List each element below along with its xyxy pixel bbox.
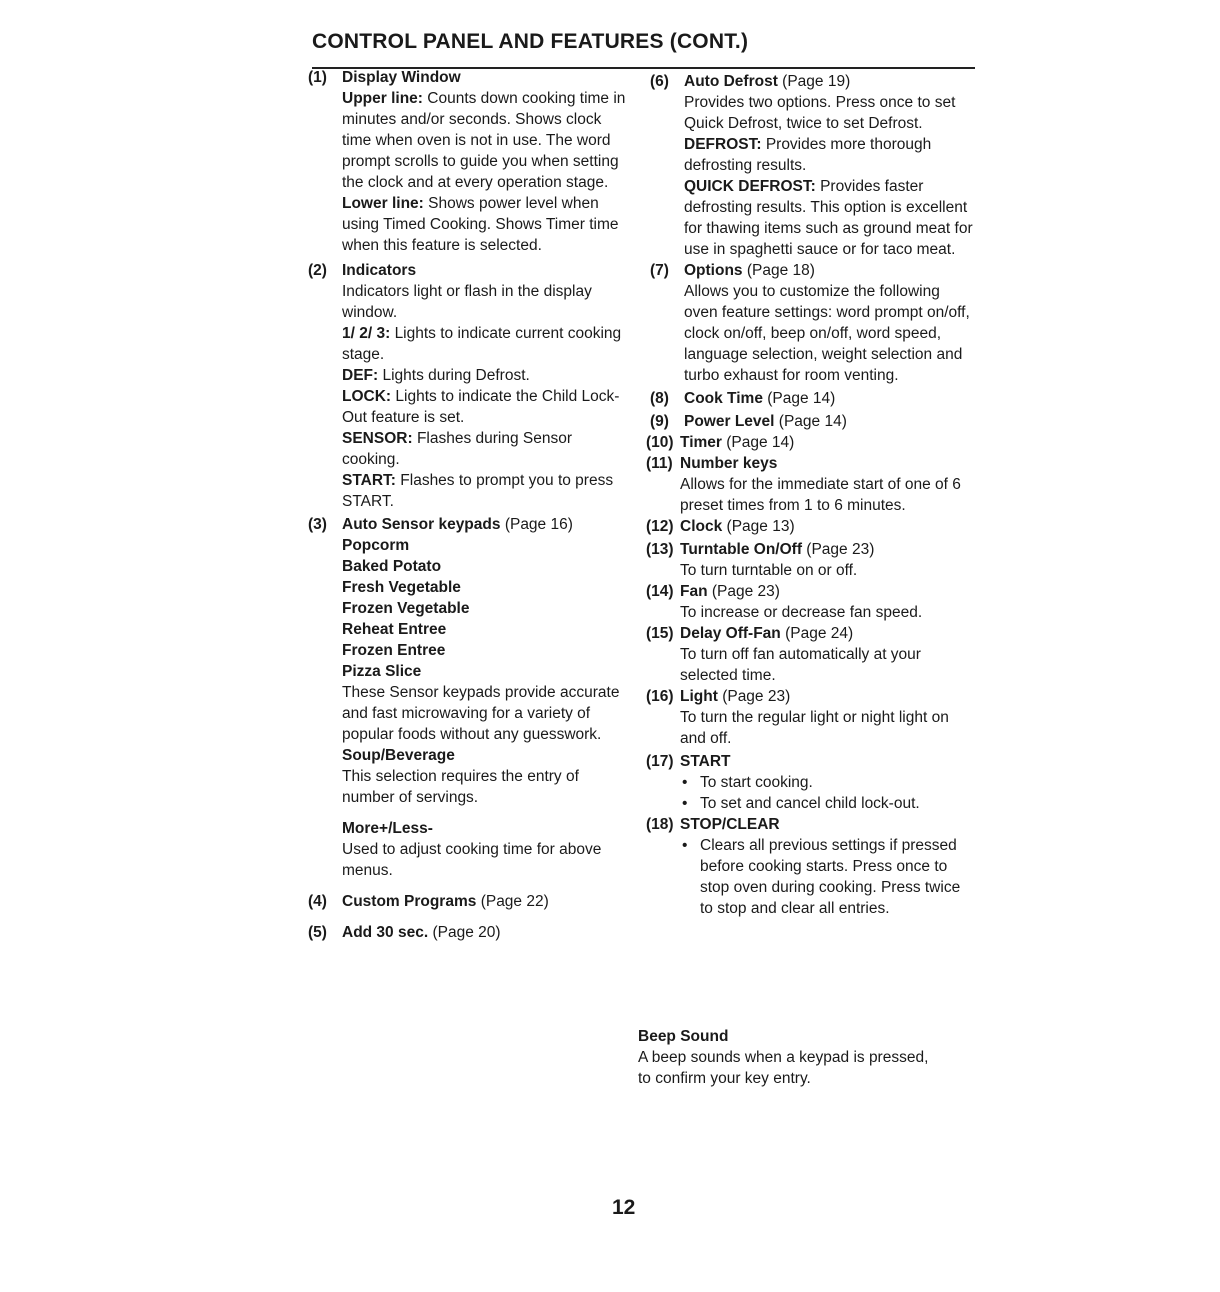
feature-display-window (298, 67, 628, 256)
bullet-text: To set and cancel child lock-out. (700, 795, 920, 812)
item-name: Options (684, 262, 743, 279)
term-lock: LOCK: (342, 388, 392, 405)
item-number: (13) (646, 541, 674, 558)
defrost-text: Provides more thorough defrosting results. (684, 136, 932, 174)
feature-custom-programs (298, 891, 628, 912)
page-ref: (Page 13) (726, 518, 795, 535)
item-name: Clock (680, 518, 723, 535)
item-name: Add 30 sec. (342, 924, 429, 941)
item-name: Timer (680, 434, 722, 451)
feature-clock (640, 516, 975, 537)
term-sensor: SENSOR: (342, 430, 413, 447)
item-name: Light (680, 688, 718, 705)
item-name: Display Window (342, 69, 461, 86)
item-number: (3) (308, 516, 327, 533)
item-number: (2) (308, 262, 327, 279)
item-number: (17) (646, 753, 674, 770)
page-ref: (Page 20) (432, 924, 501, 941)
item-number: (8) (650, 390, 669, 407)
feature-indicators (298, 260, 628, 512)
delay-off-fan-text: To turn off fan automatically at your selected time. (680, 646, 921, 684)
page-number: 12 (612, 1196, 636, 1219)
list-item (680, 772, 975, 793)
page-ref: (Page 23) (806, 541, 875, 558)
feature-auto-defrost (640, 71, 975, 260)
more-less: More+/Less- (342, 820, 433, 837)
item-name: Turntable On/Off (680, 541, 802, 558)
item-name: Auto Sensor keypads (342, 516, 501, 533)
lower-line-text: Shows power level when using Timed Cooking. Shows Timer time when this feature is selected. (342, 195, 619, 254)
page-title: CONTROL PANEL AND FEATURES (CONT.) (312, 30, 749, 53)
item-name: Indicators (342, 262, 417, 279)
quick-defrost-text: Provides faster defrosting results. This option is excellent for thawing items such as ground meat for use in spaghetti sauce or for taco meat. (684, 178, 973, 258)
item-number: (15) (646, 625, 674, 642)
feature-number-keys (640, 453, 975, 516)
item-number: (5) (308, 924, 327, 941)
upper-line-text: Counts down cooking time in minutes and/or seconds. Shows clock time when oven is not in use. The word prompt scrolls to guide you when setting the clock and at every operation stage. (342, 90, 626, 191)
number-keys-text: Allows for the immediate start of one of 6 preset times from 1 to 6 minutes. (680, 476, 961, 514)
left-column (298, 67, 628, 943)
item-number: (1) (308, 69, 327, 86)
item-number: (4) (308, 893, 327, 910)
item-number: (7) (650, 262, 669, 279)
menu-baked-potato: Baked Potato (342, 558, 442, 575)
term-start: START: (342, 472, 396, 489)
menu-popcorn: Popcorm (342, 537, 410, 554)
page-ref: (Page 24) (785, 625, 854, 642)
item-name: START (680, 753, 731, 770)
term-def: DEF: (342, 367, 379, 384)
page-ref: (Page 16) (504, 516, 573, 533)
beep-sound-title: Beep Sound (638, 1028, 729, 1045)
item-name: Delay Off-Fan (680, 625, 781, 642)
term-defrost: DEFROST: (684, 136, 762, 153)
feature-options (640, 260, 975, 386)
item-name: Custom Programs (342, 893, 477, 910)
item-number: (18) (646, 816, 674, 833)
item-number: (9) (650, 413, 669, 430)
soup-text: This selection requires the entry of number of servings. (342, 768, 579, 806)
list-item (680, 793, 975, 814)
item-name: Auto Defrost (684, 73, 778, 90)
bullet-text: To start cooking. (700, 774, 813, 791)
feature-power-level (640, 411, 975, 432)
feature-add-30-sec (298, 922, 628, 943)
bullet-text: Clears all previous settings if pressed before cooking starts. Press once to stop oven during cooking. Press twice to stop and clear all entries. (700, 837, 961, 917)
item-name: Cook Time (684, 390, 763, 407)
menu-frozen-entree: Frozen Entree (342, 642, 446, 659)
beep-sound-text: A beep sounds when a keypad is pressed, to confirm your key entry. (638, 1049, 929, 1087)
list-item (680, 835, 975, 919)
page-ref: (Page 14) (726, 434, 795, 451)
def-text: Lights during Defrost. (382, 367, 530, 384)
term-lower-line: Lower line: (342, 195, 424, 212)
feature-cook-time (640, 388, 975, 409)
feature-fan (640, 581, 975, 623)
feature-start (640, 751, 975, 814)
term-stages: 1/ 2/ 3: (342, 325, 391, 342)
feature-light (640, 686, 975, 749)
menu-frozen-vegetable: Frozen Vegetable (342, 600, 470, 617)
feature-auto-sensor (298, 514, 628, 881)
item-name: Fan (680, 583, 708, 600)
indicators-intro: Indicators light or flash in the display window. (342, 283, 592, 321)
start-bullets (680, 772, 975, 814)
beep-sound-note (638, 1026, 938, 1089)
bullet-icon: • (682, 837, 688, 854)
light-text: To turn the regular light or night light on and off. (680, 709, 949, 747)
feature-delay-off-fan (640, 623, 975, 686)
item-number: (6) (650, 73, 669, 90)
turntable-text: To turn turntable on or off. (680, 562, 858, 579)
page-ref: (Page 23) (711, 583, 780, 600)
bullet-icon: • (682, 795, 688, 812)
feature-stop-clear (640, 814, 975, 919)
term-upper-line: Upper line: (342, 90, 423, 107)
item-number: (11) (646, 455, 673, 472)
stop-clear-bullets (680, 835, 975, 919)
feature-turntable (640, 539, 975, 581)
page-ref: (Page 22) (480, 893, 549, 910)
menu-pizza-slice: Pizza Slice (342, 663, 422, 680)
item-number: (10) (646, 434, 674, 451)
page-ref: (Page 14) (778, 413, 847, 430)
menu-fresh-vegetable: Fresh Vegetable (342, 579, 461, 596)
menu-reheat-entree: Reheat Entree (342, 621, 447, 638)
right-column (640, 71, 975, 919)
item-name: Number keys (680, 455, 778, 472)
item-number: (12) (646, 518, 674, 535)
page-ref: (Page 23) (722, 688, 791, 705)
defrost-intro: Provides two options. Press once to set Quick Defrost, twice to set Defrost. (684, 94, 956, 132)
item-number: (16) (646, 688, 674, 705)
feature-timer (640, 432, 975, 453)
sensor-text: Flashes during Sensor cooking. (342, 430, 573, 468)
term-quick-defrost: QUICK DEFROST: (684, 178, 816, 195)
fan-text: To increase or decrease fan speed. (680, 604, 923, 621)
lock-text: Lights to indicate the Child Lock-Out feature is set. (342, 388, 620, 426)
sensor-keypads-text: These Sensor keypads provide accurate and fast microwaving for a variety of popular foods without any guesswork. (342, 684, 620, 743)
page-ref: (Page 14) (767, 390, 836, 407)
more-less-text: Used to adjust cooking time for above menus. (342, 841, 602, 879)
start-text: Flashes to prompt you to press START. (342, 472, 614, 510)
item-number: (14) (646, 583, 674, 600)
page-ref: (Page 18) (746, 262, 815, 279)
menu-soup-beverage: Soup/Beverage (342, 747, 455, 764)
options-text: Allows you to customize the following oven feature settings: word prompt on/off, clock on/off, beep on/off, word speed, language selection, weight selection and turbo exhaust for room venting. (684, 283, 970, 384)
item-name: Power Level (684, 413, 775, 430)
stages-text: Lights to indicate current cooking stage. (342, 325, 622, 363)
bullet-icon: • (682, 774, 688, 791)
item-name: STOP/CLEAR (680, 816, 780, 833)
page-ref: (Page 19) (782, 73, 851, 90)
